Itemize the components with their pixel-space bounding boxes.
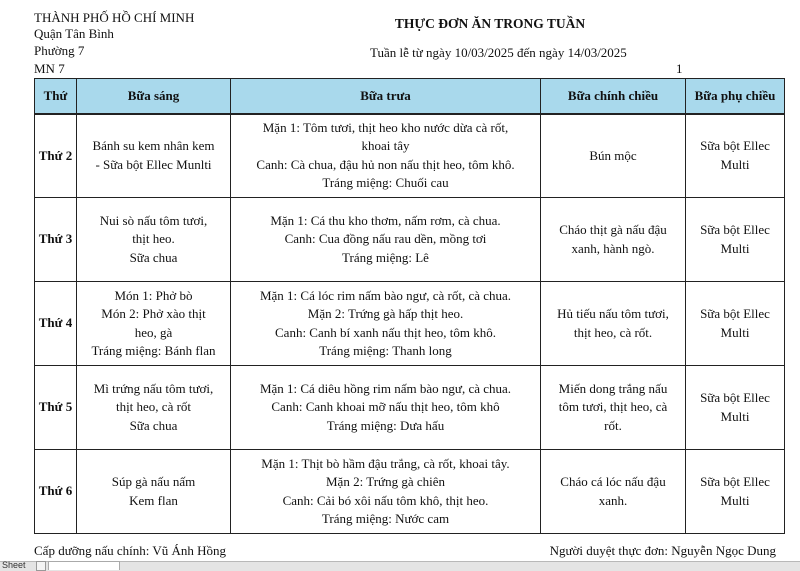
cell-line: Hủ tiếu nấu tôm tươi,	[557, 306, 669, 321]
day-cell: Thứ 4	[35, 282, 77, 366]
cell-line: Kem flan	[129, 492, 178, 508]
cell-line: Multi	[720, 324, 750, 340]
afternoon-snack-cell	[686, 198, 785, 282]
menu-table	[34, 78, 785, 534]
cell-line: khoai tây	[361, 138, 410, 154]
afternoon-snack-cell	[686, 366, 785, 450]
cell-line: Miến dong trắng nấu	[558, 380, 668, 396]
cell-line: xanh, hành ngò.	[571, 240, 655, 256]
cell-line: Canh: Canh bí xanh nấu thịt heo, tôm khô.	[275, 324, 496, 340]
cell-line: Sữa bột Ellec	[700, 474, 770, 489]
cell-line: Cháo thịt gà nấu đậu	[559, 222, 667, 237]
cell-line: Multi	[720, 408, 750, 424]
cell-line: Multi	[720, 492, 750, 508]
table-row	[35, 450, 785, 534]
cell-line: Sữa bột Ellec	[700, 222, 770, 237]
cell-line: Cháo cá lóc nấu đậu	[560, 474, 666, 489]
afternoon-main-cell	[541, 450, 686, 534]
cell-line: Tráng miệng: Chuối cau	[322, 175, 449, 191]
class-code: MN 7	[34, 61, 65, 76]
cell-line: Bún mộc	[589, 147, 637, 163]
cell-line: Mặn 1: Cá thu kho thơm, nấm rơm, cà chua.	[270, 212, 501, 228]
table-header-row	[35, 79, 785, 114]
cell-line: thịt heo, cà rốt	[115, 399, 192, 415]
week-range: Tuần lễ từ ngày 10/03/2025 đến ngày 14/03/2025	[370, 45, 627, 60]
cell-line: Mì trứng nấu tôm tươi,	[93, 380, 214, 396]
district-name: Quận Tân Bình	[34, 26, 114, 41]
col-header-afternoon-snack: Bữa phụ chiều	[686, 79, 785, 114]
cell-line: Mặn 1: Tôm tươi, thịt heo kho nước dừa cà rốt,	[262, 119, 509, 135]
cell-line: Tráng miệng: Lê	[342, 249, 429, 265]
col-header-day: Thứ	[35, 79, 77, 114]
cell-line: Tráng miệng: Bánh flan	[91, 343, 216, 358]
day-cell: Thứ 3	[35, 198, 77, 282]
cell-line: Sữa bột Ellec	[700, 390, 770, 405]
cell-line: tôm tươi, thịt heo, cà	[558, 399, 668, 415]
lunch-cell	[231, 450, 541, 534]
cell-line: Sữa bột Ellec	[700, 306, 770, 321]
lunch-cell	[231, 114, 541, 198]
lunch-cell	[231, 198, 541, 282]
col-header-afternoon-main: Bữa chính chiều	[541, 79, 686, 114]
cell-line: Multi	[720, 240, 750, 256]
cell-line: Sữa chua	[129, 417, 178, 433]
table-row	[35, 114, 785, 198]
cell-line: xanh.	[598, 492, 628, 508]
afternoon-snack-cell	[686, 282, 785, 366]
breakfast-cell	[77, 450, 231, 534]
cell-line: rốt.	[604, 417, 622, 433]
cell-line: Sữa bột Ellec	[700, 138, 770, 154]
breakfast-cell	[77, 282, 231, 366]
cell-line: Tráng miệng: Nước cam	[321, 511, 450, 526]
page-number: 1	[676, 61, 683, 76]
sheet-tab-blank[interactable]	[48, 561, 120, 570]
cell-line: Sữa chua	[129, 249, 178, 265]
cell-line: Súp gà nấu nấm	[111, 474, 196, 489]
cell-line: Món 2: Phở xào thịt	[101, 306, 206, 321]
page-title: THỰC ĐƠN ĂN TRONG TUẦN	[394, 16, 586, 31]
day-cell: Thứ 6	[35, 450, 77, 534]
day-cell: Thứ 5	[35, 366, 77, 450]
table-row	[35, 366, 785, 450]
sheet-tab[interactable]: Sheet	[2, 560, 26, 570]
cell-line: Canh: Cà chua, đậu hủ non nấu thịt heo, tôm khô.	[256, 156, 515, 172]
afternoon-main-cell	[541, 114, 686, 198]
lunch-cell	[231, 366, 541, 450]
breakfast-cell	[77, 366, 231, 450]
cell-line: Tráng miệng: Thanh long	[319, 343, 452, 358]
cell-line: Món 1: Phở bò	[114, 287, 193, 303]
menu-table-body	[35, 114, 785, 534]
col-header-lunch: Bữa trưa	[231, 79, 541, 114]
afternoon-main-cell	[541, 366, 686, 450]
breakfast-cell	[77, 114, 231, 198]
cook-signature: Cấp dưỡng nấu chính: Vũ Ánh Hồng	[34, 543, 227, 558]
cell-line: thịt heo, cà rốt.	[573, 324, 653, 340]
table-row	[35, 198, 785, 282]
afternoon-snack-cell	[686, 450, 785, 534]
cell-line: Bánh su kem nhân kem	[92, 138, 215, 154]
day-cell: Thứ 2	[35, 114, 77, 198]
cell-line: Canh: Cải bó xôi nấu tôm khô, thịt heo.	[282, 492, 489, 508]
afternoon-snack-cell	[686, 114, 785, 198]
cell-line: Nui sò nấu tôm tươi,	[99, 212, 208, 228]
cell-line: Tráng miệng: Dưa hấu	[326, 417, 445, 433]
cell-line: thịt heo.	[132, 231, 175, 247]
breakfast-cell	[77, 198, 231, 282]
approver-signature: Người duyệt thực đơn: Nguyễn Ngọc Dung	[549, 543, 776, 558]
cell-line: - Sữa bột Ellec Munlti	[95, 156, 212, 172]
cell-line: Mặn 1: Cá diêu hồng rim nấm bào ngư, cà chua.	[259, 380, 512, 396]
table-row	[35, 282, 785, 366]
afternoon-main-cell	[541, 198, 686, 282]
cell-line: Multi	[720, 156, 750, 172]
cell-line: heo, gà	[134, 324, 173, 340]
cell-line: Mặn 1: Cá lóc rim nấm bào ngư, cà rốt, cà chua.	[259, 287, 512, 303]
cell-line: Mặn 1: Thịt bò hầm đậu trắng, cà rốt, khoai tây.	[261, 455, 510, 471]
col-header-breakfast: Bữa sáng	[77, 79, 231, 114]
afternoon-main-cell	[541, 282, 686, 366]
cell-line: Canh: Cua đồng nấu rau dền, mồng tơi	[284, 231, 487, 247]
city-name: THÀNH PHỐ HỒ CHÍ MINH	[34, 10, 195, 25]
ward-name: Phường 7	[34, 43, 85, 58]
cell-line: Mặn 2: Trứng gà hấp thịt heo.	[307, 306, 464, 321]
lunch-cell	[231, 282, 541, 366]
cell-line: Mặn 2: Trứng gà chiên	[326, 474, 445, 489]
cell-line: Canh: Canh khoai mỡ nấu thịt heo, tôm khô	[271, 399, 500, 415]
